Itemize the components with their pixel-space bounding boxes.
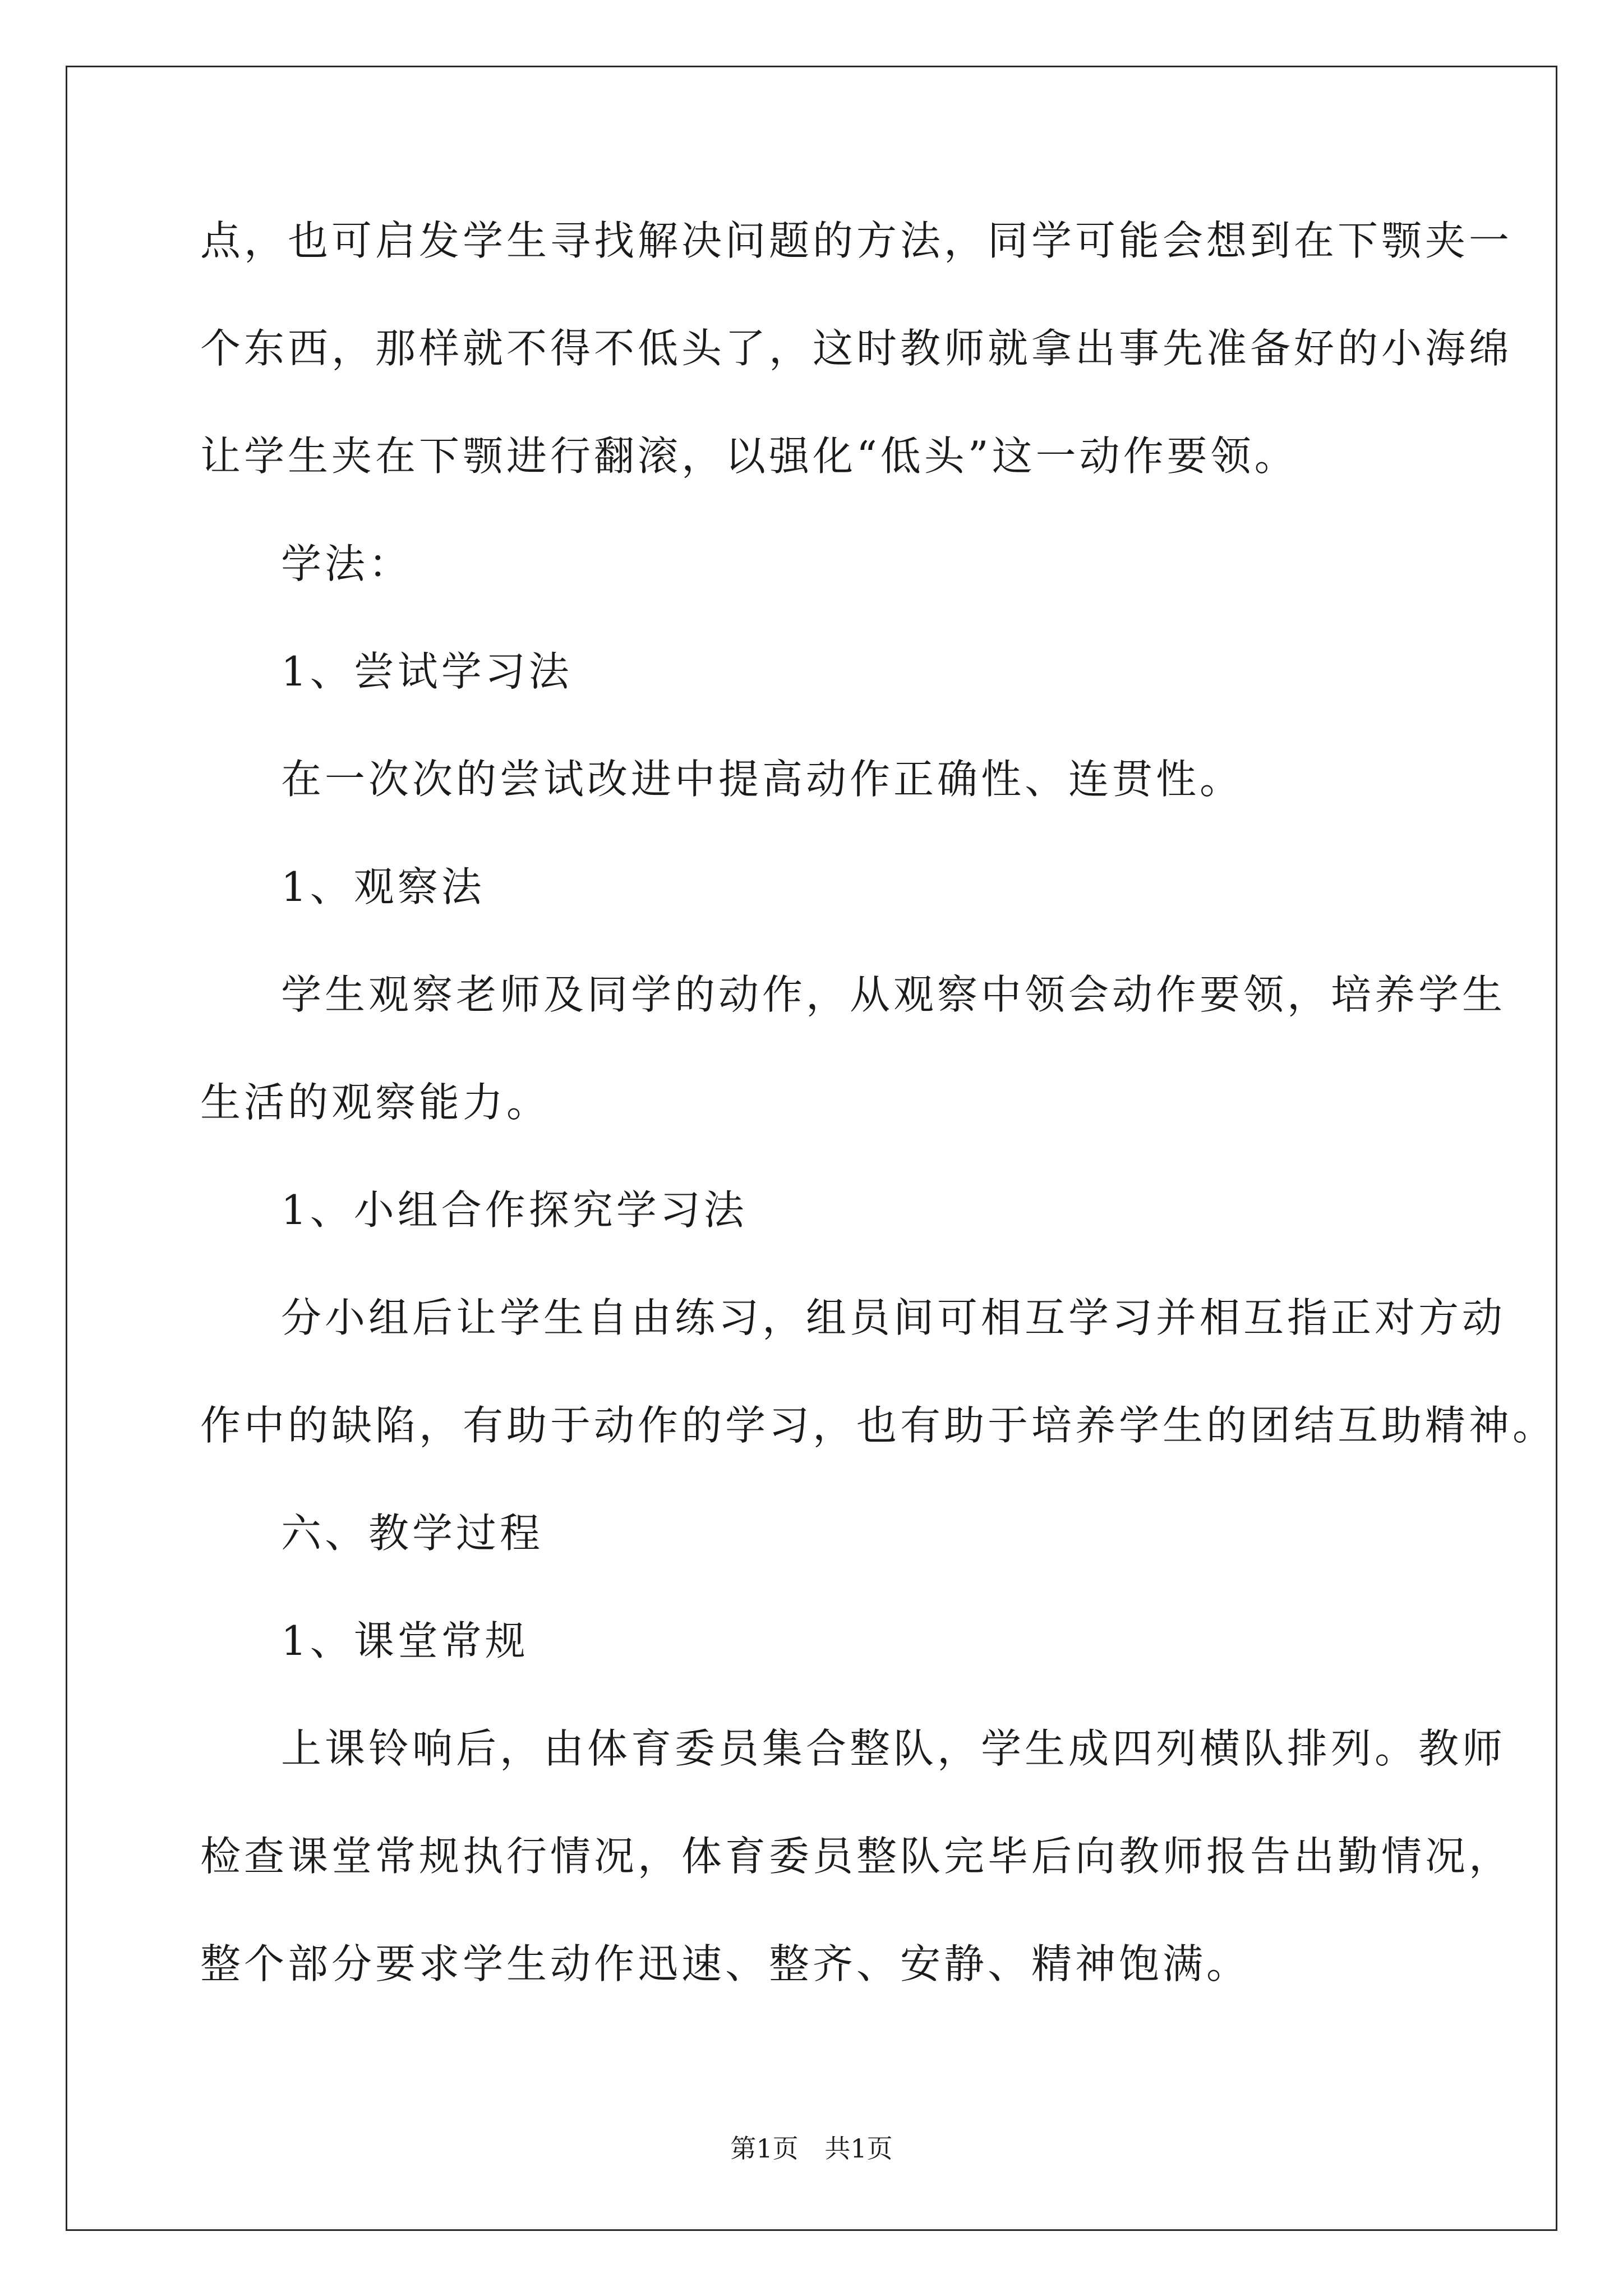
text-line: 生活的观察能力。 — [200, 1079, 551, 1126]
list-heading: 1、课堂常规 — [281, 1617, 529, 1664]
list-heading: 1、观察法 — [281, 863, 485, 910]
text-line: 让学生夹在下颚进行翻滚，以强化“低头”这一动作要领。 — [200, 432, 1298, 480]
page-border — [66, 66, 1557, 2231]
section-label: 学法： — [281, 540, 413, 587]
text-line: 检查课堂常规执行情况，体育委员整队完毕后向教师报告出勤情况， — [200, 1833, 1513, 1880]
text-line: 上课铃响后，由体育委员集合整队，学生成四列横队排列。教师 — [281, 1725, 1506, 1772]
text-line: 整个部分要求学生动作迅速、整齐、安静、精神饱满。 — [200, 1940, 1251, 1987]
text-line: 作中的缺陷，有助于动作的学习，也有助于培养学生的团结互助精神。 — [200, 1402, 1557, 1449]
page-number: 第1页 — [730, 2133, 799, 2164]
text-line: 个东西，那样就不得不低头了，这时教师就拿出事先准备好的小海绵 — [200, 325, 1513, 372]
text-line: 在一次次的尝试改进中提高动作正确性、连贯性。 — [281, 756, 1244, 803]
section-heading: 六、教学过程 — [281, 1510, 544, 1557]
page-footer — [0, 2132, 1623, 2165]
list-heading: 1、尝试学习法 — [281, 648, 573, 695]
page-total: 共1页 — [824, 2133, 893, 2164]
text-line: 点，也可启发学生寻找解决问题的方法，同学可能会想到在下颚夹一 — [200, 217, 1513, 264]
text-line: 学生观察老师及同学的动作，从观察中领会动作要领，培养学生 — [281, 971, 1506, 1018]
list-heading: 1、小组合作探究学习法 — [281, 1186, 748, 1234]
text-line: 分小组后让学生自由练习，组员间可相互学习并相互指正对方动 — [281, 1294, 1506, 1341]
